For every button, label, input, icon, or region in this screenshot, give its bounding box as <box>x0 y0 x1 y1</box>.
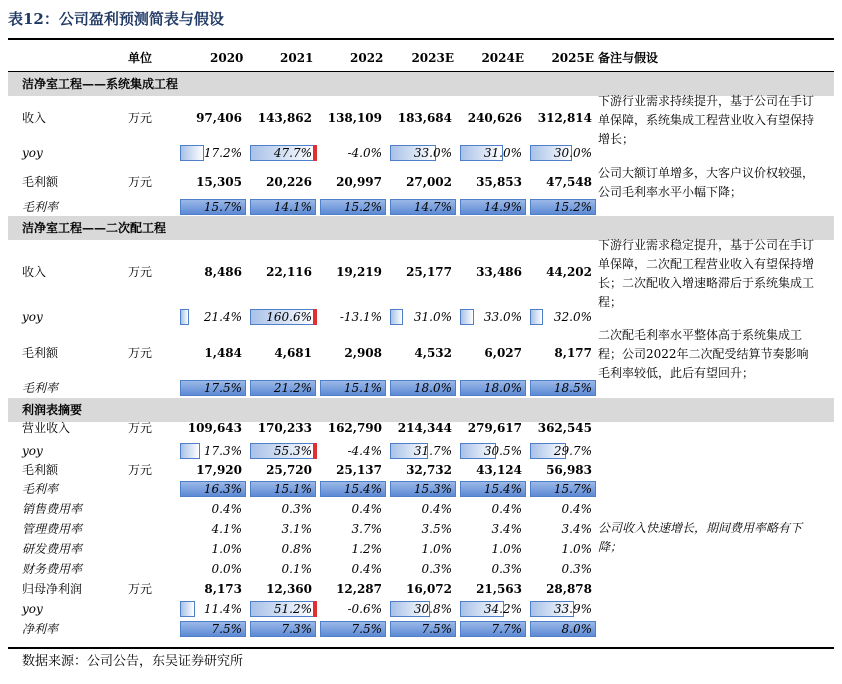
cell-value: 312,814 <box>537 111 592 125</box>
cell-value: 7.3% <box>281 622 312 636</box>
cell-value: 15.7% <box>553 482 592 496</box>
cell-value: 20,997 <box>336 175 382 189</box>
table-cell <box>530 197 596 217</box>
cell-value: 0.4% <box>351 562 382 576</box>
cell-value: 56,983 <box>546 463 592 477</box>
row-label: 净利率 <box>22 622 59 636</box>
table-cell <box>250 343 316 363</box>
table-cell <box>320 418 386 438</box>
table-cell <box>390 460 456 480</box>
table-cell <box>180 599 246 619</box>
table-cell <box>250 262 316 282</box>
table-cell <box>460 539 526 559</box>
table-cell <box>250 460 316 480</box>
table-cell <box>320 579 386 599</box>
cell-value: -4.0% <box>347 146 382 160</box>
data-bar <box>460 309 474 325</box>
cell-value: 0.3% <box>421 562 452 576</box>
row-label: 毛利率 <box>22 200 59 214</box>
cell-value: 7.5% <box>421 622 452 636</box>
cell-value: 33.0% <box>483 310 522 324</box>
cell-value: 17.5% <box>203 381 242 395</box>
table-cell <box>180 579 246 599</box>
table-cell <box>390 559 456 579</box>
table-cell <box>530 108 596 128</box>
cell-value: 31.0% <box>413 310 452 324</box>
header-notes: 备注与假设 <box>598 51 659 65</box>
cell-value: 51.2% <box>273 602 312 616</box>
cell-value: 0.4% <box>211 502 242 516</box>
cell-value: 25,177 <box>406 265 452 279</box>
table-cell <box>320 619 386 639</box>
table-cell <box>530 460 596 480</box>
table-cell <box>460 197 526 217</box>
row-label: 毛利率 <box>22 482 59 496</box>
cell-value: 12,360 <box>266 582 312 596</box>
table-cell <box>320 559 386 579</box>
cell-value: 4.1% <box>211 522 242 536</box>
note-secondary-revenue: 下游行业需求稳定提升，基于公司在手订单保障，二次配工程营业收入有望保持增长；二次配收入增速略滞后于系统集成工程； <box>598 238 815 309</box>
cell-value: 15.4% <box>483 482 522 496</box>
table-cell <box>320 307 386 327</box>
cell-value: 11.4% <box>203 602 242 616</box>
row-label: yoy <box>22 310 43 324</box>
cell-value: 43,124 <box>476 463 522 477</box>
row-label: 收入 <box>22 265 47 279</box>
table-cell <box>460 343 526 363</box>
table-cell <box>320 539 386 559</box>
table-cell <box>180 418 246 438</box>
table-cell <box>460 559 526 579</box>
cell-value: 1.0% <box>491 542 522 556</box>
cell-value: 8,173 <box>204 582 242 596</box>
cell-value: 0.0% <box>211 562 242 576</box>
table-cell <box>320 143 386 163</box>
section-title: 洁净室工程——系统集成工程 <box>22 77 179 91</box>
cell-value: 16,072 <box>406 582 452 596</box>
cell-value: 33.0% <box>413 146 452 160</box>
cell-value: 15.1% <box>273 482 312 496</box>
cell-value: 3.4% <box>491 522 522 536</box>
cell-value: 0.3% <box>561 562 592 576</box>
cell-value: 31.0% <box>483 146 522 160</box>
row-label: 管理费用率 <box>22 522 83 536</box>
row-unit: 万元 <box>128 175 153 189</box>
bottom-rule <box>8 647 834 649</box>
cell-value: 8,486 <box>204 265 242 279</box>
table-cell <box>390 378 456 398</box>
cell-value: 14.7% <box>413 200 452 214</box>
row-label: yoy <box>22 444 43 458</box>
cell-value: 17,920 <box>196 463 242 477</box>
table-cell <box>460 460 526 480</box>
table-cell <box>390 108 456 128</box>
cell-value: 183,684 <box>397 111 452 125</box>
cell-value: 109,643 <box>187 421 242 435</box>
cell-value: 0.4% <box>491 502 522 516</box>
table-cell <box>390 197 456 217</box>
table-cell <box>530 559 596 579</box>
table-cell <box>320 197 386 217</box>
table-cell <box>180 519 246 539</box>
cell-value: 0.8% <box>281 542 312 556</box>
table-cell <box>180 479 246 499</box>
cell-value: 18.0% <box>413 381 452 395</box>
table-cell <box>180 619 246 639</box>
cell-value: 32,732 <box>406 463 452 477</box>
cell-value: 34.2% <box>483 602 522 616</box>
row-label: 毛利额 <box>22 463 59 477</box>
table-cell <box>250 441 316 461</box>
row-label: 毛利额 <box>22 175 59 189</box>
table-cell <box>250 619 316 639</box>
cell-value: 35,853 <box>476 175 522 189</box>
table-cell <box>460 418 526 438</box>
note-secondary-margin: 二次配毛利率水平整体高于系统集成工程；公司2022年二次配受结算节奏影响毛利率较低，此后有望回升； <box>598 328 809 380</box>
row-unit: 万元 <box>128 463 153 477</box>
cell-value: 15.1% <box>343 381 382 395</box>
cell-value: 3.1% <box>281 522 312 536</box>
cell-value: 4,681 <box>274 346 312 360</box>
table-cell <box>320 343 386 363</box>
table-cell <box>180 197 246 217</box>
data-source: 数据来源：公司公告，东吴证券研究所 <box>22 654 244 669</box>
table-cell <box>180 559 246 579</box>
cell-value: 47.7% <box>273 146 312 160</box>
table-cell <box>530 143 596 163</box>
note-system-revenue: 下游行业需求持续提升，基于公司在手订单保障，系统集成工程营业收入有望保持增长； <box>598 94 815 146</box>
cell-value: 15.4% <box>343 482 382 496</box>
cell-value: 1.0% <box>211 542 242 556</box>
table-cell <box>180 441 246 461</box>
row-label: 毛利率 <box>22 381 59 395</box>
cell-value: 20,226 <box>266 175 312 189</box>
cell-value: 7.5% <box>211 622 242 636</box>
cell-value: 1,484 <box>204 346 242 360</box>
cell-value: 138,109 <box>327 111 382 125</box>
cell-value: 14.1% <box>273 200 312 214</box>
cell-value: 14.9% <box>483 200 522 214</box>
row-label: 销售费用率 <box>22 502 83 516</box>
row-label: 营业收入 <box>22 421 71 435</box>
cell-value: 0.4% <box>421 502 452 516</box>
table-cell <box>320 519 386 539</box>
table-cell <box>460 378 526 398</box>
cell-value: 12,287 <box>336 582 382 596</box>
table-cell <box>390 579 456 599</box>
cell-value: 55.3% <box>273 444 312 458</box>
table-cell <box>390 441 456 461</box>
cell-value: 25,720 <box>266 463 312 477</box>
cell-value: 17.3% <box>203 444 242 458</box>
cell-value: 362,545 <box>537 421 592 435</box>
row-unit: 万元 <box>128 111 153 125</box>
row-unit: 万元 <box>128 265 153 279</box>
header-year-2025e: 2025E <box>551 51 594 65</box>
table-cell <box>180 343 246 363</box>
header-year-2024e: 2024E <box>481 51 524 65</box>
table-cell <box>530 441 596 461</box>
cell-value: 30.8% <box>413 602 452 616</box>
cell-value: 18.5% <box>553 381 592 395</box>
table-title: 表12：公司盈利预测简表与假设 <box>8 10 224 28</box>
table-cell <box>460 143 526 163</box>
cell-value: 8.0% <box>561 622 592 636</box>
section-title: 利润表摘要 <box>22 403 83 417</box>
table-cell <box>180 378 246 398</box>
table-cell <box>320 108 386 128</box>
cell-value: 0.3% <box>491 562 522 576</box>
table-cell <box>250 579 316 599</box>
row-label: 收入 <box>22 111 47 125</box>
row-unit: 万元 <box>128 421 153 435</box>
table-cell <box>320 460 386 480</box>
table-cell <box>250 559 316 579</box>
table-cell <box>320 479 386 499</box>
cell-value: 15.7% <box>203 200 242 214</box>
cell-value: 8,177 <box>554 346 592 360</box>
data-bar <box>180 443 200 459</box>
table-cell <box>250 418 316 438</box>
row-label: 归母净利润 <box>22 582 83 596</box>
table-cell <box>320 378 386 398</box>
table-cell <box>180 307 246 327</box>
cell-value: 2,908 <box>344 346 382 360</box>
table-cell <box>530 343 596 363</box>
data-bar <box>530 309 543 325</box>
table-cell <box>250 479 316 499</box>
table-cell <box>530 172 596 192</box>
cell-value: 4,532 <box>414 346 452 360</box>
cell-value: 240,626 <box>467 111 522 125</box>
cell-value: 47,548 <box>546 175 592 189</box>
header-year-2023e: 2023E <box>411 51 454 65</box>
cell-value: 214,344 <box>397 421 452 435</box>
row-label: 毛利额 <box>22 346 59 360</box>
cell-value: 32.0% <box>553 310 592 324</box>
table-cell <box>460 619 526 639</box>
row-label: yoy <box>22 146 43 160</box>
cell-value: 0.4% <box>561 502 592 516</box>
header-year-2020: 2020 <box>210 51 244 65</box>
row-unit: 万元 <box>128 346 153 360</box>
table-cell <box>390 307 456 327</box>
cell-value: 33,486 <box>476 265 522 279</box>
cell-value: 30.0% <box>553 146 592 160</box>
bar-end-marker <box>313 309 317 325</box>
table-cell <box>180 499 246 519</box>
cell-value: 3.4% <box>561 522 592 536</box>
table-cell <box>530 418 596 438</box>
table-cell <box>390 539 456 559</box>
data-bar <box>180 309 189 325</box>
table-cell <box>530 599 596 619</box>
table-cell <box>250 197 316 217</box>
table-cell <box>250 539 316 559</box>
table-cell <box>530 378 596 398</box>
table-cell <box>530 519 596 539</box>
cell-value: 0.3% <box>281 502 312 516</box>
cell-value: 160.6% <box>266 310 312 324</box>
table-cell <box>460 499 526 519</box>
cell-value: -13.1% <box>339 310 382 324</box>
table-cell <box>460 519 526 539</box>
table-cell <box>320 441 386 461</box>
cell-value: 170,233 <box>257 421 312 435</box>
cell-value: 97,406 <box>196 111 242 125</box>
cell-value: 7.5% <box>351 622 382 636</box>
table-cell <box>320 262 386 282</box>
table-cell <box>180 143 246 163</box>
table-cell <box>460 108 526 128</box>
cell-value: 31.7% <box>413 444 452 458</box>
row-label: 财务费用率 <box>22 562 83 576</box>
cell-value: 30.5% <box>483 444 522 458</box>
table-cell <box>390 599 456 619</box>
header-unit: 单位 <box>128 51 153 65</box>
table-cell <box>390 262 456 282</box>
cell-value: 162,790 <box>327 421 382 435</box>
cell-value: 3.5% <box>421 522 452 536</box>
table-cell <box>390 343 456 363</box>
table-cell <box>390 418 456 438</box>
cell-value: -4.4% <box>347 444 382 458</box>
table-cell <box>180 108 246 128</box>
table-cell <box>320 172 386 192</box>
cell-value: 28,878 <box>546 582 592 596</box>
cell-value: 0.4% <box>351 502 382 516</box>
cell-value: 22,116 <box>266 265 312 279</box>
table-cell <box>390 172 456 192</box>
table-cell <box>530 579 596 599</box>
cell-value: 15.2% <box>343 200 382 214</box>
table-cell <box>390 519 456 539</box>
cell-value: 279,617 <box>467 421 522 435</box>
table-cell <box>250 519 316 539</box>
table-cell <box>390 619 456 639</box>
cell-value: 15,305 <box>196 175 242 189</box>
cell-value: 17.2% <box>203 146 242 160</box>
cell-value: 21.2% <box>273 381 312 395</box>
row-label: 研发费用率 <box>22 542 83 556</box>
table-cell <box>250 172 316 192</box>
cell-value: 21.4% <box>203 310 242 324</box>
cell-value: 18.0% <box>483 381 522 395</box>
cell-value: 33.9% <box>553 602 592 616</box>
data-bar <box>180 145 204 161</box>
row-unit: 万元 <box>128 582 153 596</box>
table-cell <box>250 499 316 519</box>
cell-value: 15.2% <box>553 200 592 214</box>
cell-value: 44,202 <box>546 265 592 279</box>
cell-value: 0.1% <box>281 562 312 576</box>
table-cell <box>390 479 456 499</box>
table-cell <box>250 378 316 398</box>
header-year-2022: 2022 <box>350 51 384 65</box>
table-cell <box>390 499 456 519</box>
table-cell <box>530 479 596 499</box>
bar-end-marker <box>313 601 317 617</box>
cell-value: 143,862 <box>257 111 312 125</box>
table-cell <box>530 262 596 282</box>
row-label: yoy <box>22 602 43 616</box>
table-cell <box>250 599 316 619</box>
cell-value: 21,563 <box>476 582 522 596</box>
table-cell <box>250 307 316 327</box>
cell-value: -0.6% <box>347 602 382 616</box>
table-cell <box>460 172 526 192</box>
table-cell <box>460 599 526 619</box>
note-expense-ratio: 公司收入快速增长，期间费用率略有下降； <box>598 521 803 554</box>
cell-value: 6,027 <box>484 346 522 360</box>
cell-value: 1.0% <box>561 542 592 556</box>
section-title: 洁净室工程——二次配工程 <box>22 221 167 235</box>
table-cell <box>530 499 596 519</box>
table-cell <box>250 143 316 163</box>
cell-value: 15.3% <box>413 482 452 496</box>
header-year-2021: 2021 <box>280 51 314 65</box>
table-cell <box>180 172 246 192</box>
cell-value: 7.7% <box>491 622 522 636</box>
table-cell <box>460 307 526 327</box>
table-cell <box>530 539 596 559</box>
table-cell <box>460 441 526 461</box>
table-cell <box>390 143 456 163</box>
bar-end-marker <box>313 145 317 161</box>
cell-value: 27,002 <box>406 175 452 189</box>
cell-value: 29.7% <box>553 444 592 458</box>
table-cell <box>180 262 246 282</box>
data-bar <box>390 309 403 325</box>
table-cell <box>180 539 246 559</box>
cell-value: 1.2% <box>351 542 382 556</box>
table-cell <box>320 499 386 519</box>
table-cell <box>320 599 386 619</box>
cell-value: 25,137 <box>336 463 382 477</box>
table-cell <box>530 307 596 327</box>
table-cell <box>180 460 246 480</box>
table-cell <box>530 619 596 639</box>
cell-value: 16.3% <box>203 482 242 496</box>
table-cell <box>460 579 526 599</box>
cell-value: 3.7% <box>351 522 382 536</box>
table-cell <box>460 479 526 499</box>
table-cell <box>460 262 526 282</box>
data-bar <box>180 601 195 617</box>
cell-value: 1.0% <box>421 542 452 556</box>
top-rule <box>8 38 834 40</box>
cell-value: 19,219 <box>336 265 382 279</box>
table-cell <box>250 108 316 128</box>
bar-end-marker <box>313 443 317 459</box>
note-system-margin: 公司大额订单增多，大客户议价权较强，公司毛利率水平小幅下降； <box>598 166 815 199</box>
